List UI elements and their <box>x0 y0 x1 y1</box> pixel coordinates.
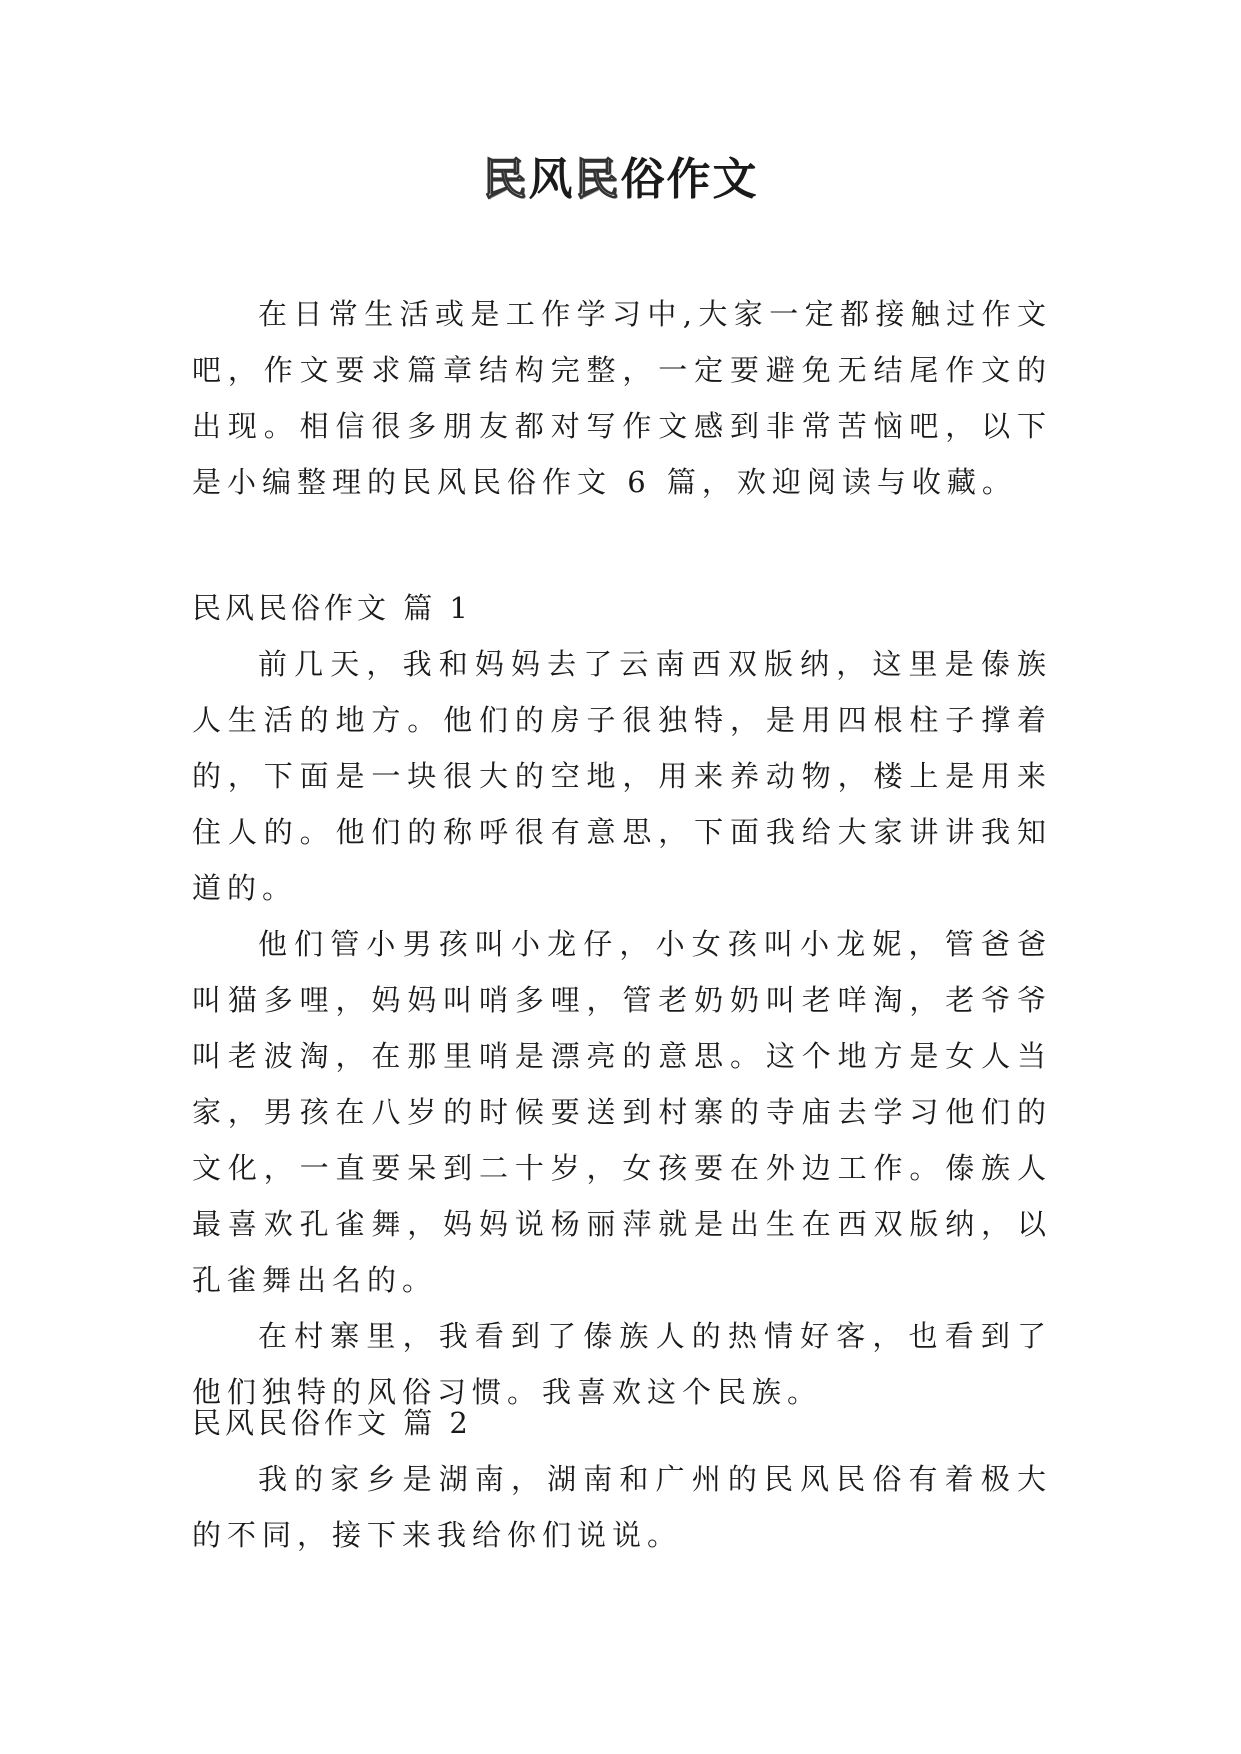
title-char-outline: 民 <box>482 154 529 205</box>
intro-block <box>192 286 1052 510</box>
body-paragraph: 他们管小男孩叫小龙仔，小女孩叫小龙妮，管爸爸叫猫多哩，妈妈叫哨多哩，管老奶奶叫老咩淘，老爷爷 叫老波淘，在那里哨是漂亮的意思。这个地方是女人当家，男孩在八岁的时候要送到村寨的寺庙去学习他们的 文化，一直要呆到二十岁，女孩要在外边工作。傣族人最喜欢孔雀舞，妈妈说杨丽萍就是出生在西双版纳，以 孔雀舞出名的。 <box>192 927 1052 1297</box>
body-paragraph: 我的家乡是湖南，湖南和广州的民风民俗有着极大的不同，接下来我给你们说说。 <box>192 1462 1052 1552</box>
body-paragraph: 前几天，我和妈妈去了云南西双版纳，这里是傣族人生活的地方。他们的房子很独特，是用四根柱子撑着 的，下面是一块很大的空地，用来养动物，楼上是用来住人的。他们的称呼很有意思，下面我给大家讲讲我知 道的。 <box>192 647 1052 905</box>
document-title <box>0 150 1241 210</box>
title-text: 俗作文 <box>620 154 759 205</box>
intro-paragraph: 在日常生活或是工作学习中,大家一定都接触过作文吧，作文要求篇章结构完整，一定要避免无结尾作文的出现。相信很多朋友都对写作文感到非常苦恼吧，以下是小编整理的民风民俗作文 6 篇，欢迎阅读与收藏。 <box>192 297 1052 499</box>
section-2 <box>192 1395 1052 1563</box>
section-1 <box>192 580 1052 1420</box>
section-heading: 民风民俗作文 篇 2 <box>192 1406 472 1440</box>
title-char-outline: 民 <box>574 154 621 205</box>
title-char: 风 <box>528 154 575 205</box>
section-heading: 民风民俗作文 篇 1 <box>192 591 472 625</box>
body-paragraph: 在村寨里，我看到了傣族人的热情好客，也看到了他们独特的风俗习惯。我喜欢这个民族。 <box>192 1319 1052 1409</box>
